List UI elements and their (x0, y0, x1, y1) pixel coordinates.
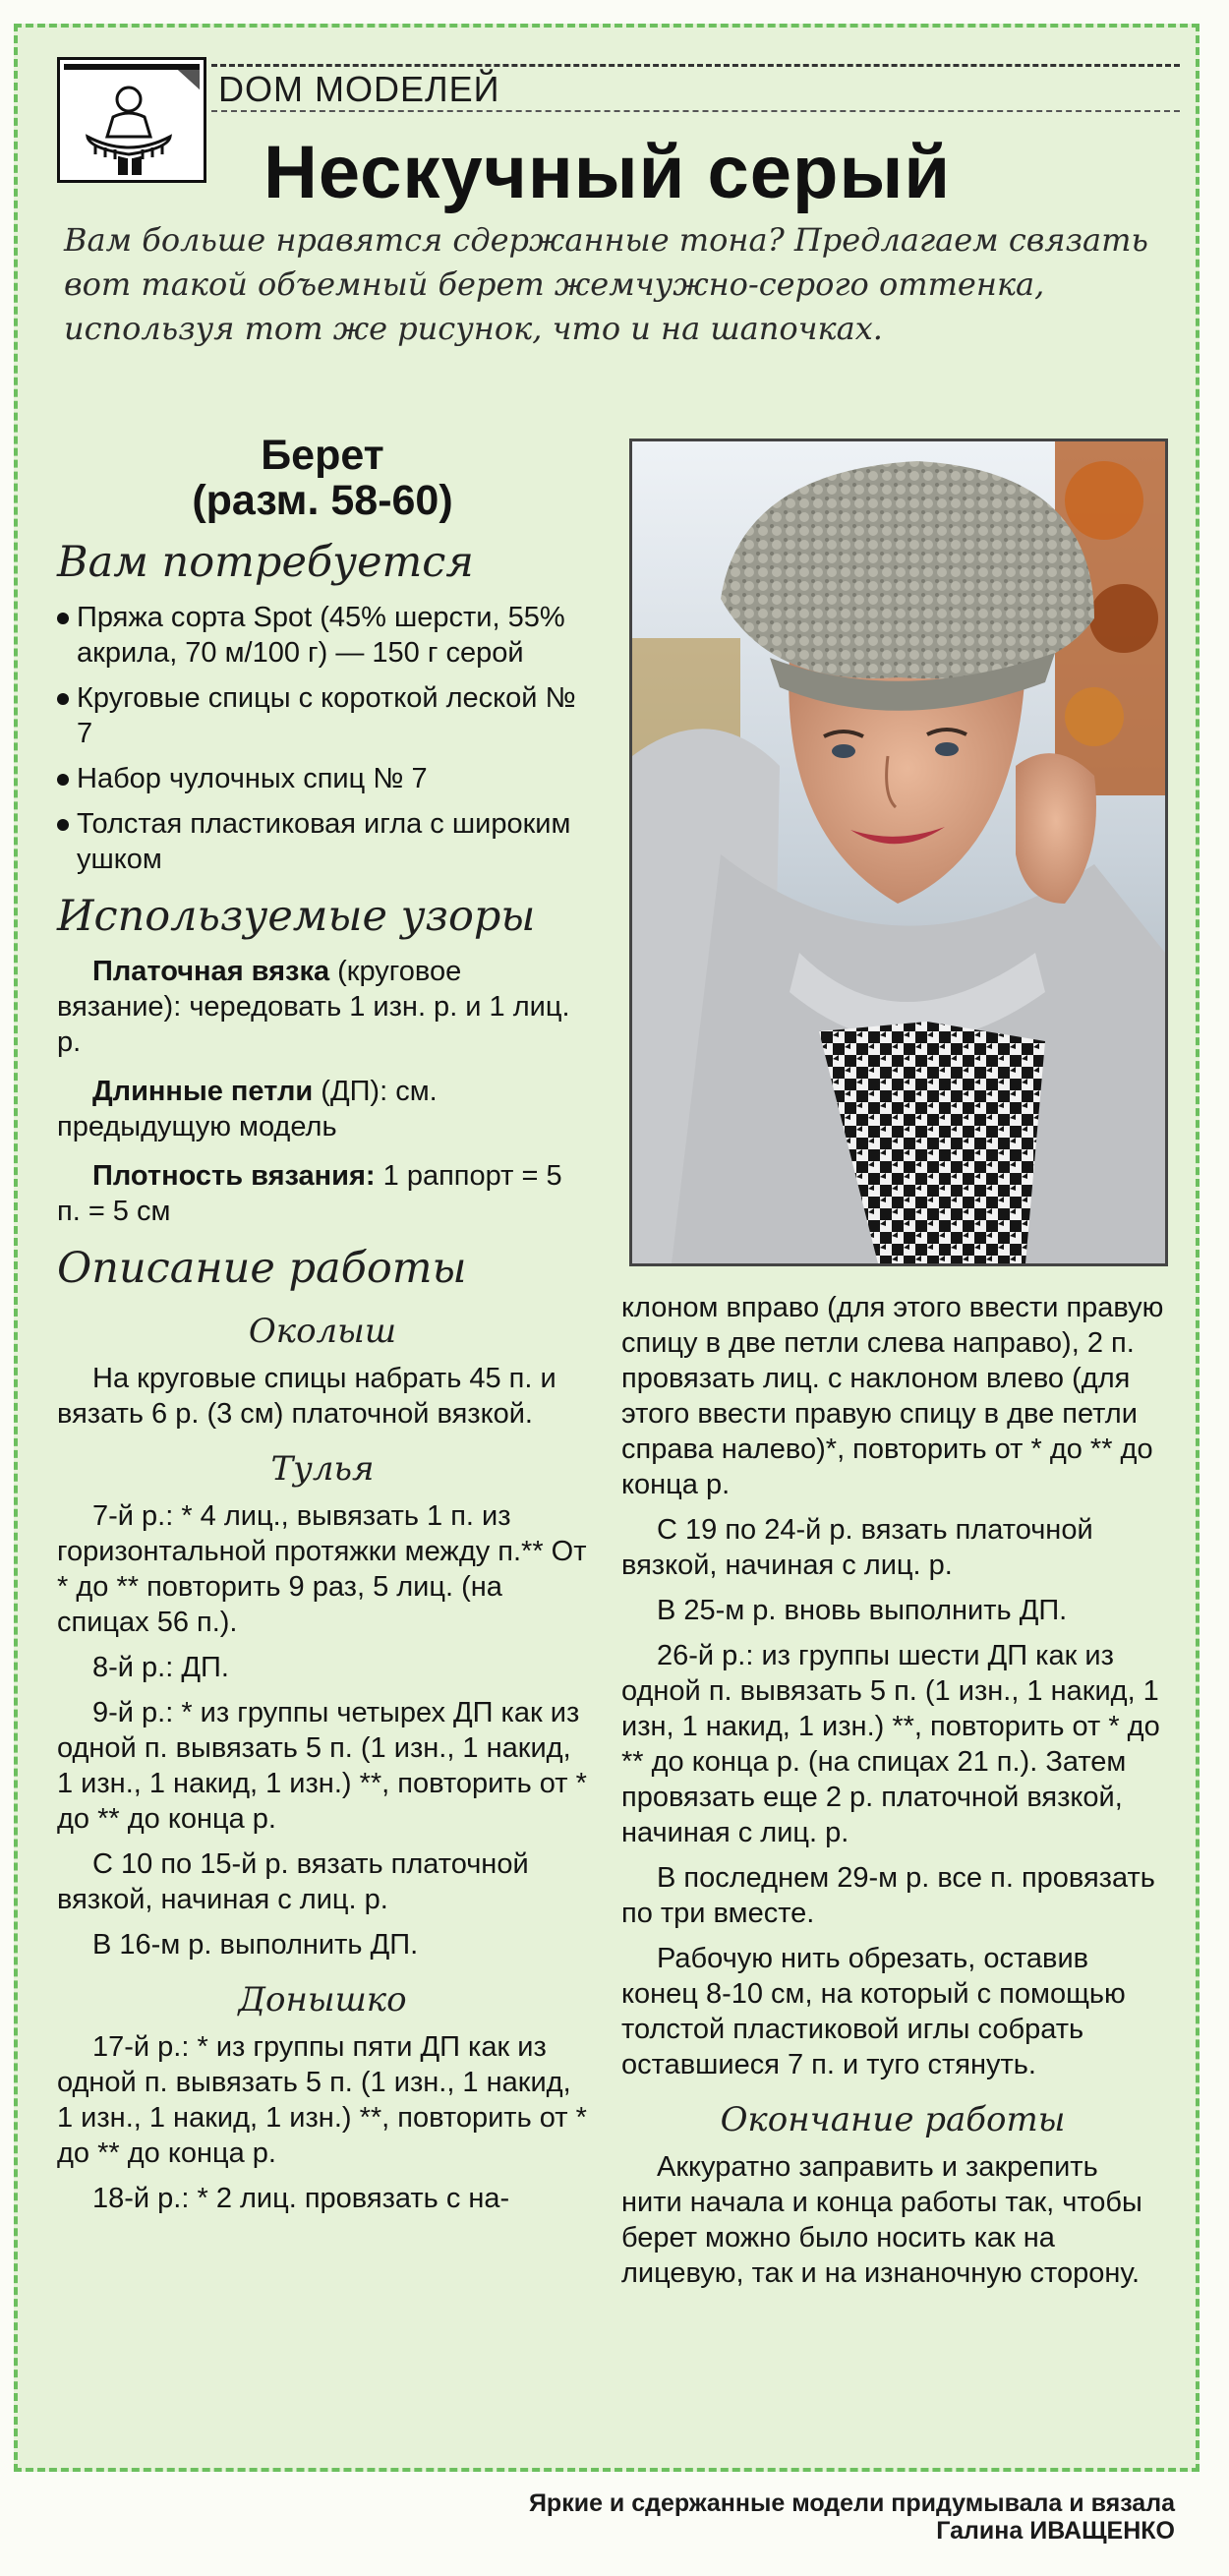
credit-author: Галина ИВАЩЕНКО (936, 2517, 1175, 2545)
bottom-step: С 19 по 24-й р. вязать платочной вязкой, начиная с лиц. р. (621, 1514, 1093, 1581)
pattern-text: (ДП): см. предыдущую модель (57, 1076, 438, 1142)
right-column (621, 1290, 1164, 2301)
work-heading: Описание работы (57, 1244, 467, 1293)
rubric-label: DOM MODEЛЕЙ (218, 69, 500, 109)
pattern-text: (круговое вязание): чередовать 1 изн. р. и 1 лиц. р. (57, 956, 570, 1058)
bottom-step: 26-й р.: из группы шести ДП как из одной п. вывязать 5 п. (1 изн., 1 накид, 1 изн, 1 накид, 1 изн.) **, повторить от * до ** до конца р. (на спицах 21 п.). Затем провязать еще 2 р. платочной вязкой, начиная с лиц. р. (621, 1640, 1160, 1848)
crown-step: С 10 по 15-й р. вязать платочной вязкой, начиная с лиц. р. (57, 1848, 529, 1915)
crown-step: 8-й р.: ДП. (92, 1652, 229, 1683)
requirement-item: Пряжа сорта Spot (45% шерсти, 55% акрила, 70 м/100 г) — 150 г серой (57, 600, 588, 671)
item-title: Берет (261, 432, 384, 479)
pattern-name: Длинные петли (92, 1076, 314, 1107)
author-credit (529, 2489, 1175, 2545)
crown-step: 9-й р.: * из группы четырех ДП как из одной п. вывязать 5 п. (1 изн., 1 накид, 1 изн., 1 накид, 1 изн.) **, повторить от * до ** до конца р. (57, 1697, 587, 1835)
pattern-item (57, 1074, 588, 1144)
pattern-item (57, 954, 588, 1060)
bottom-step: В 25-м р. вновь выполнить ДП. (657, 1595, 1068, 1626)
header-subrule (211, 110, 1180, 112)
crown-heading: Тулья (270, 1449, 375, 1489)
article-title: Нескучный серый (263, 131, 952, 214)
rubric-logo (57, 57, 206, 183)
bottom-step: В последнем 29-м р. все п. провязать по три вместе. (621, 1862, 1155, 1929)
pattern-text: 1 раппорт = 5 п. = 5 см (57, 1160, 562, 1227)
pattern-name: Плотность вязания: (92, 1160, 376, 1192)
band-text: На круговые спицы набрать 45 п. и вязать 6 р. (3 см) платочной вязкой. (57, 1363, 556, 1430)
bottom-step: 17-й р.: * из группы пяти ДП как из одной п. вывязать 5 п. (1 изн., 1 накид, 1 изн., 1 накид, 1 изн.) **, повторить от * до ** до конца р. (57, 2031, 587, 2169)
item-size: (разм. 58-60) (192, 477, 453, 524)
requirement-item: Круговые спицы с короткой леской № 7 (57, 680, 588, 751)
credit-line: Яркие и сдержанные модели придумывала и вязала (528, 2489, 1175, 2517)
crown-step: В 16-м р. выполнить ДП. (92, 1929, 419, 1961)
bottom-step: Рабочую нить обрезать, оставив конец 8-10 см, на который с помощью толстой пластиковой иглы собрать оставшиеся 7 п. и туго стянуть. (621, 1943, 1126, 2080)
article-lead: Вам больше нравятся сдержанные тона? Предлагаем связать вот такой объемный берет жемчужно-серого оттенка, используя тот же рисунок, что и на шапочках. (64, 221, 1148, 347)
house-of-models-logo-icon (60, 60, 204, 180)
finish-text: Аккуратно заправить и закрепить нити начала и конца работы так, чтобы берет можно было носить как на лицевую, так и на изнаночную сторону. (621, 2151, 1142, 2289)
patterns-heading: Используемые узоры (57, 892, 536, 941)
pattern-name: Платочная вязка (92, 956, 330, 987)
requirement-item: Толстая пластиковая игла с широким ушком (57, 806, 588, 877)
band-heading: Околыш (248, 1312, 397, 1351)
model-photo (629, 439, 1168, 1266)
woman-in-beret-photo (632, 441, 1165, 1263)
header-rule (211, 64, 1180, 67)
bottom-step: 18-й р.: * 2 лиц. провязать с на- (92, 2183, 510, 2214)
bottom-heading: Донышко (238, 1980, 407, 2020)
requirement-item: Набор чулочных спиц № 7 (57, 761, 588, 796)
pattern-item (57, 1158, 588, 1229)
finish-heading: Окончание работы (720, 2100, 1066, 2139)
requirements-heading: Вам потребуется (57, 538, 474, 587)
requirements-list (57, 600, 588, 877)
bottom-continuation: клоном вправо (для этого ввести правую спицу в две петли слева направо), 2 п. провязать лиц. с наклоном влево (для этого ввести правую спицу в две петли справа налево)*, повторить от * до ** до конца р. (621, 1292, 1164, 1500)
left-column (57, 433, 588, 2226)
crown-step: 7-й р.: * 4 лиц., вывязать 1 п. из горизонтальной протяжки между п.** От * до ** повторить 9 раз, 5 лиц. (на спицах 56 п.). (57, 1500, 587, 1638)
